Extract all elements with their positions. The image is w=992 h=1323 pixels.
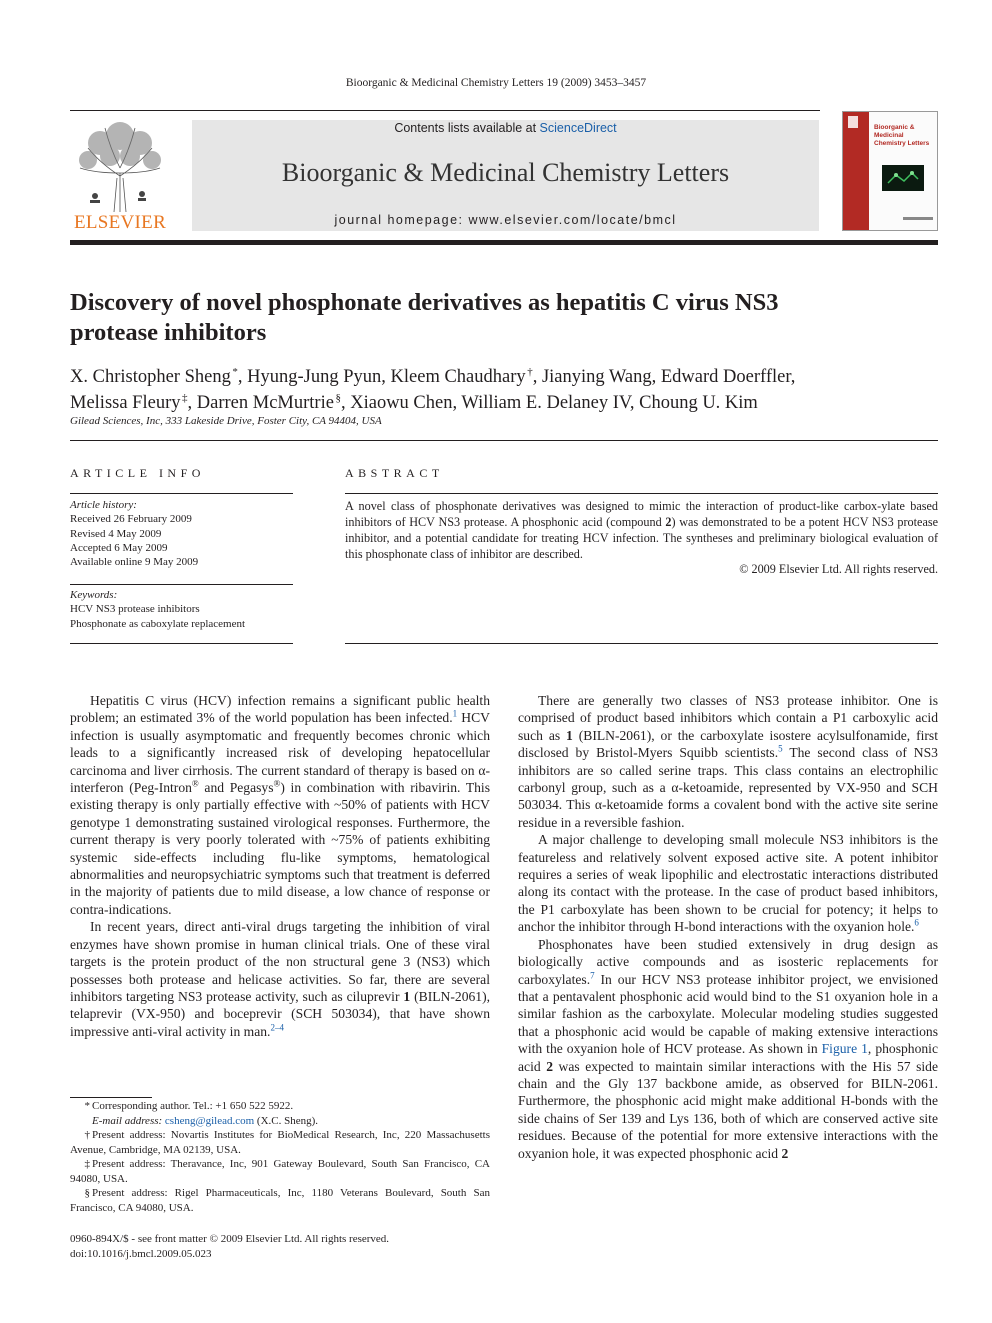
author-mark[interactable]: ‡ [182,392,188,405]
footnote-email [70,1114,490,1129]
divider [70,440,938,441]
divider [70,493,293,494]
copyright: © 2009 Elsevier Ltd. All rights reserved. [739,562,938,576]
issn-doi [70,1232,389,1261]
body-column-left [70,692,490,1040]
text-segment: In our HCV NS3 protease inhibitor project, we envisioned that a pentavalent phosphonic acid would bind to the S1 oxyanion hole in a similar fashion as the carboxylate. Molecular modeling studies suggested that a phosphonic acid would be capable of making extensive interactions with the oxyanion hole of HCV protease. As shown in [518,971,938,1057]
article-history [70,498,293,569]
cover-stripe [843,112,869,230]
text-segment: (BILN-2061), or the carboxylate isostere acylsulfonamide, first disclosed by Bristol-Myers Squibb scientists. [518,727,938,761]
compound-ref: 1 [403,988,411,1004]
cover-emblem-icon [843,112,869,142]
reference-link[interactable]: 2–4 [270,1022,284,1033]
text-segment: There are generally two classes of NS3 protease inhibitor. One is comprised of product based inhibitors which contain a P1 carboxylic acid such as [518,693,938,743]
text-segment: was expected to maintain similar interactions with the His 57 side chain and the Gly 137 backbone amide, as observed for BILN-2061. Furthermore, the phosphonic acid might make additional H-bonds with the side chains of Ser 139 and Lys 136, both of which are conserved active site residues. Because of the potential for more extensive interactions with the oxyanion hole, it was expected phosphonic acid [518,1058,938,1161]
paragraph [518,831,938,935]
footnote-corresponding [70,1099,490,1114]
footnote-mark: * [84,1100,90,1112]
author-mark[interactable]: † [527,366,533,378]
reference-link[interactable]: 1 [452,708,458,719]
author-list-segment: , Darren McMurtrie [187,393,334,414]
elsevier-tree-icon [70,118,170,214]
footnote-mark: § [84,1187,90,1199]
author-list-segment: , Hyung-Jung Pyun, Kleem Chaudhary [237,367,526,388]
article-history-label: Article history: [70,499,137,511]
footnote-rule [70,1097,152,1098]
footnotes [70,1099,490,1215]
affiliation: Gilead Sciences, Inc, 333 Lakeside Drive, Foster City, CA 94404, USA [70,415,382,427]
abstract-segment: ) was demonstrated to be a potent HCV NS3 protease inhibitor, and a potential candidate for treating HCV infection. The syntheses and preliminary biological evaluation of this phosphonate class of inhibitor are described. [345,515,939,561]
text-segment: (BILN-2061), telaprevir (VX-950) and boceprevir (SCH 503034), that have shown impressive anti-viral activity in man. [70,988,491,1039]
journal-cover[interactable] [842,111,938,231]
figure-link[interactable]: Figure 1 [821,1041,868,1057]
author-sheng[interactable]: X. Christopher Sheng [70,367,231,388]
journal-citation: Bioorganic & Medicinal Chemistry Letters 19 (2009) 3453–3457 [345,77,647,89]
divider [70,584,293,585]
reference-link[interactable]: 5 [778,743,783,754]
text-segment: and Pegasys [198,780,274,796]
molecule-graphic-icon [882,165,924,191]
text-segment: The second class of NS3 inhibitors are so called serine traps. This class contains an electrophilic carbonyl group, such as a α-ketoamide, represented by VX-950 and SCH 503034. This α-ketoamide forms a covalent bond with the active site serine residue in a reversible fashion. [518,745,938,830]
divider [70,643,293,644]
footnote-text: Corresponding author. Tel.: +1 650 522 5922. [92,1100,294,1112]
email-link[interactable]: csheng@gilead.com [164,1114,255,1127]
abstract-text [345,498,938,562]
text-segment: HCV infection is usually asymptomatic and frequently becomes chronic which leads to a significantly increased risk of developing hepatocellular carcinoma and liver cirrhosis. The current standard of therapy is based on α-interferon (Peg-Intron [70,710,490,796]
cover-title: Bioorganic & Medicinal Chemistry Letters [874,124,930,147]
text-segment: , phosphonic acid [518,1041,938,1074]
header-top-rule [70,110,820,111]
paragraph [70,918,490,1040]
divider [345,643,938,644]
abstract-segment: A novel class of phosphonate derivatives was designed to mimic the interaction of product-like carbox-ylate based inhibitors of HCV NS3 protease. A phosphonic acid (compound [345,499,938,529]
keywords-label: Keywords: [70,589,118,601]
abstract-heading: ABSTRACT [345,466,444,480]
registered-mark: ® [191,778,199,789]
email-label: E-mail address: [92,1114,163,1127]
reference-link[interactable]: 7 [590,969,595,980]
footnote-novartis [70,1128,490,1157]
history-revised: Revised 4 May 2009 [70,527,162,540]
journal-banner [192,120,819,231]
journal-homepage[interactable]: journal homepage: www.elsevier.com/locate/bmcl [334,213,677,227]
doi-line[interactable]: doi:10.1016/j.bmcl.2009.05.023 [70,1247,212,1260]
header-thick-rule [70,240,938,245]
article-info-heading: ARTICLE INFO [70,466,205,480]
contents-line [192,121,819,135]
text-segment: ) in combination with ribavirin. This existing therapy is only partially effective with ~50% of patients with HCV genotype 1 demonstrating sustained virological responses. Furthermore, the current therapy is very poorly tolerated with ~75% of patients exhibiting systemic side-effects including flu-like symptoms, hematological abnormalities and neuropsychiatric symptoms such that treatment is deferred in the majority of patients due to mild disease, a low chance of response or contra-indications. [70,780,490,917]
divider [345,493,938,494]
keywords [70,588,293,631]
history-received: Received 26 February 2009 [70,513,192,526]
author-mark[interactable]: § [335,392,341,405]
footnote-text: (X.C. Sheng). [254,1114,319,1127]
text-segment: In recent years, direct anti-viral drugs targeting the inhibition of viral enzymes have shown promise in human clinical trials. One of these viral targets is the protein product of the non structural gene 3 (NS3) which possesses both protease and helicase activities. So far, there are several inhibitors targeting NS3 protease activity, such as ciluprevir [70,919,490,1004]
history-accepted: Accepted 6 May 2009 [70,541,168,554]
author-fleury: Melissa Fleury [70,393,181,414]
text-segment: Hepatitis C virus (HCV) infection remains a significant public health problem; an estimated 3% of the world population has been infected. [70,693,490,726]
paragraph [518,692,938,831]
elsevier-wordmark: ELSEVIER [73,212,167,233]
footnote-rigel [70,1186,490,1215]
text-segment: A major challenge to developing small molecule NS3 inhibitors is the featureless and relatively solvent exposed active site. A potent inhibitor requires a series of weak lipophilic and electrostatic interactions distributed along its contact with the protease. In the case of product based inhibitors, the P1 carboxylate has been shown to be crucial for potency; it helps to anchor the inhibitor through H-bond interactions with the oxyanion hole. [518,832,938,935]
body-column-right [518,692,938,1162]
article-title: Discovery of novel phosphonate derivatives as hepatitis C virus NS3 protease inhibitors [70,289,779,346]
cover-image [882,165,924,191]
paragraph [518,936,938,1162]
keyword: Phosphonate as caboxylate replacement [70,617,246,630]
footnote-text: Present address: Rigel Pharmaceuticals, Inc, 1180 Veterans Boulevard, South San Francisco, CA 94080, USA. [70,1187,490,1214]
compound-ref: 2 [546,1058,553,1074]
footnote-mark: † [84,1129,90,1141]
issn-line: 0960-894X/$ - see front matter © 2009 Elsevier Ltd. All rights reserved. [70,1233,390,1245]
author-mark[interactable]: * [232,366,238,378]
reference-link[interactable]: 6 [914,917,919,928]
contents-prefix: Contents lists available at [394,121,540,135]
compound-ref: 1 [566,727,573,743]
compound-ref: 2 [781,1145,789,1161]
history-online: Available online 9 May 2009 [70,556,199,569]
author-list [70,362,940,414]
author-list-segment: , Jianying Wang, Edward Doerffler, [532,367,796,388]
cover-publisher-mark-icon [903,216,933,222]
compound-ref: 2 [665,515,672,529]
elsevier-logo[interactable] [70,118,170,236]
paragraph [70,692,490,918]
footnote-text: Present address: Novartis Institutes for BioMedical Research, Inc, 220 Massachusetts Avenue, Cambridge, MA 02139, USA. [70,1129,490,1156]
keyword: HCV NS3 protease inhibitors [70,603,200,616]
author-list-segment: , Xiaowu Chen, William E. Delaney IV, Choung U. Kim [340,393,758,414]
footnote-text: Present address: Theravance, Inc, 901 Gateway Boulevard, South San Francisco, CA 94080, USA. [70,1158,490,1185]
sciencedirect-link[interactable]: ScienceDirect [539,121,617,135]
cover-publisher [877,216,933,224]
text-segment: Phosphonates have been studied extensively in drug design as biologically active compounds and as isosteric replacements for carboxylates. [518,936,938,987]
footnote-theravance [70,1157,490,1186]
journal-title: Bioorganic & Medicinal Chemistry Letters [281,158,730,187]
footnote-mark: ‡ [84,1158,90,1170]
registered-mark: ® [273,778,281,789]
